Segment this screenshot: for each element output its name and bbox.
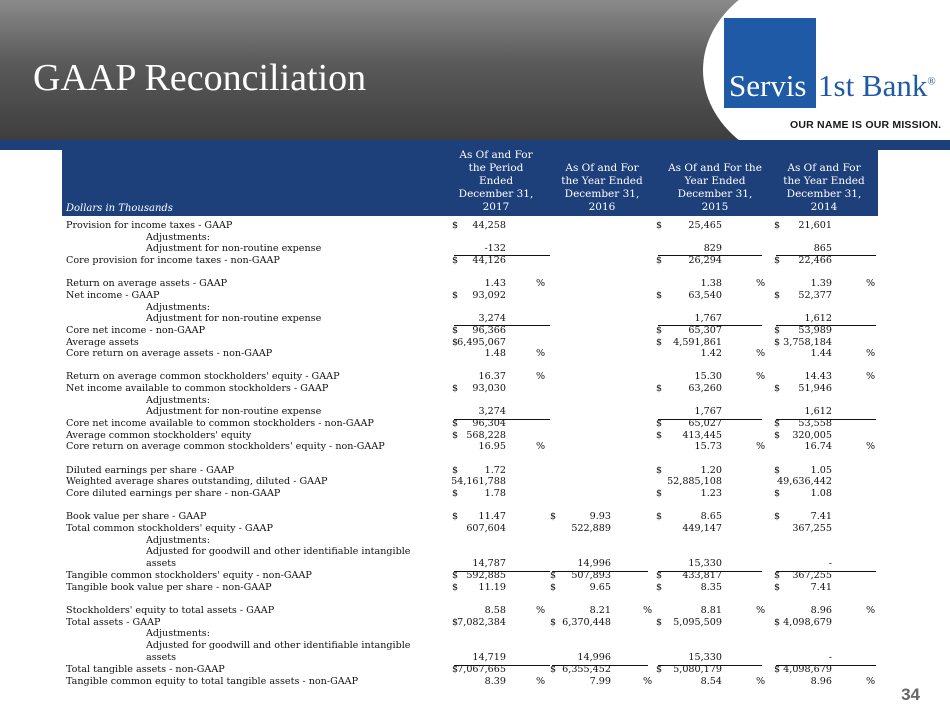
table-row (66, 255, 886, 267)
value-cell: 11.47 (478, 511, 506, 523)
units-label: Dollars in Thousands (66, 203, 173, 214)
spacer-row (66, 500, 886, 512)
value-cell: 1.43 (484, 278, 506, 290)
title-banner (0, 0, 950, 140)
spacer-row (66, 453, 886, 465)
row-label: Total tangible assets - non-GAAP (66, 664, 225, 676)
column-header-2016: As Of and For the Year Ended December 31, 2016 (561, 162, 643, 213)
currency-symbol: $ (656, 464, 663, 476)
value-cell: 44,126 (472, 254, 506, 266)
logo-word-servis: Servis (729, 68, 807, 103)
currency-symbol: $ (774, 664, 781, 676)
currency-symbol: $ (774, 418, 781, 430)
percent-symbol: % (866, 278, 876, 290)
currency-symbol: $ (656, 664, 663, 676)
value-cell: 3,758,184 (783, 336, 832, 348)
percent-symbol: % (536, 605, 546, 617)
row-label: Core return on average assets - non-GAAP (66, 348, 273, 360)
value-cell: 1.38 (700, 278, 722, 290)
table-row (66, 313, 886, 325)
value-cell: 7,082,384 (457, 616, 506, 628)
currency-symbol: $ (774, 336, 781, 348)
value-cell: 15,330 (688, 558, 722, 570)
percent-symbol: % (756, 278, 766, 290)
value-cell: 25,465 (688, 220, 722, 231)
currency-symbol: $ (656, 581, 663, 593)
row-label: Adjustments: (146, 534, 210, 546)
row-label: Total common stockholders' equity - GAAP (66, 522, 273, 534)
currency-symbol: $ (656, 570, 663, 582)
currency-symbol: $ (774, 383, 781, 395)
currency-symbol: $ (550, 616, 557, 628)
row-label: Average assets (66, 336, 139, 348)
value-cell: 8.96 (810, 605, 832, 617)
percent-symbol: % (536, 371, 546, 383)
column-header-2015: As Of and For the Year Ended December 31, 2015 (668, 162, 762, 213)
value-cell: 3,274 (478, 406, 506, 418)
currency-symbol: $ (656, 324, 663, 336)
value-cell: 433,817 (682, 570, 722, 582)
row-label: Total assets - GAAP (66, 616, 161, 628)
value-cell: 11.19 (478, 581, 506, 593)
percent-symbol: % (536, 441, 546, 453)
value-cell: 6,370,448 (562, 616, 611, 628)
tagline: OUR NAME IS OUR MISSION. (790, 119, 942, 131)
row-label: Provision for income taxes - GAAP (66, 220, 233, 231)
currency-symbol: $ (452, 383, 459, 395)
value-cell: 7.41 (810, 581, 832, 593)
currency-symbol: $ (774, 464, 781, 476)
percent-symbol: % (536, 278, 546, 290)
currency-symbol: $ (656, 429, 663, 441)
currency-symbol: $ (656, 616, 663, 628)
logo-bank-text: 1st Bank (818, 68, 928, 103)
currency-symbol: $ (550, 570, 557, 582)
spacer-row (66, 594, 886, 606)
value-cell: 63,540 (688, 289, 722, 301)
currency-symbol: $ (774, 570, 781, 582)
value-cell: 367,255 (792, 570, 832, 582)
row-label: Adjustment for non-routine expense (146, 243, 322, 255)
value-cell: 53,558 (798, 418, 832, 430)
row-label: Core diluted earnings per share - non-GAAP (66, 487, 281, 499)
value-cell: 568,228 (466, 429, 506, 441)
value-cell: 8.81 (700, 605, 722, 617)
currency-symbol: $ (656, 511, 663, 523)
table-row (66, 640, 886, 664)
percent-symbol: % (643, 675, 653, 687)
value-cell: -132 (484, 243, 506, 255)
value-cell: 22,466 (798, 254, 832, 266)
currency-symbol: $ (452, 254, 459, 266)
value-cell: 9.65 (589, 581, 611, 593)
currency-symbol: $ (774, 487, 781, 499)
value-cell: 865 (813, 243, 832, 255)
value-cell: 1,612 (804, 406, 832, 418)
table-row (66, 383, 886, 395)
percent-symbol: % (536, 675, 546, 687)
value-cell: 4,098,679 (783, 616, 832, 628)
value-cell: 7.41 (810, 511, 832, 523)
currency-symbol: $ (550, 511, 557, 523)
value-cell: 367,255 (792, 522, 832, 534)
column-header-2017: As Of and For the Period Ended December 31, 2017 (458, 149, 534, 213)
value-cell: 21,601 (798, 220, 832, 231)
table-row (66, 371, 886, 383)
table-row (66, 348, 886, 360)
percent-symbol: % (756, 441, 766, 453)
row-label: Book value per share - GAAP (66, 511, 207, 523)
value-cell: 14.43 (804, 371, 832, 383)
row-label: Core return on average common stockholders' equity - non-GAAP (66, 441, 385, 453)
row-label: Adjustments: (146, 231, 210, 243)
value-cell: 51,946 (798, 383, 832, 395)
percent-symbol: % (866, 348, 876, 360)
currency-symbol: $ (452, 664, 459, 676)
value-cell: 7,067,665 (457, 664, 506, 676)
currency-symbol: $ (452, 429, 459, 441)
logo-word-bank (818, 68, 936, 104)
row-label: Tangible common equity to total tangible assets - non-GAAP (66, 675, 359, 687)
percent-symbol: % (866, 371, 876, 383)
value-cell: 8.21 (589, 605, 611, 617)
currency-symbol: $ (774, 220, 781, 231)
value-cell: 16.37 (478, 371, 506, 383)
value-cell: 320,005 (792, 429, 832, 441)
row-label: Return on average assets - GAAP (66, 278, 228, 290)
value-cell: 65,027 (688, 418, 722, 430)
value-cell: 1.72 (484, 464, 506, 476)
row-label: Adjustment for non-routine expense (146, 313, 322, 325)
currency-symbol: $ (452, 220, 459, 231)
row-label: Adjusted for goodwill and other identifiable intangible assets (146, 546, 411, 570)
table-row (66, 243, 886, 255)
value-cell: 8.39 (484, 675, 506, 687)
value-cell: 9.93 (589, 511, 611, 523)
value-cell: 829 (703, 243, 722, 255)
row-label: Net income - GAAP (66, 289, 160, 301)
row-label: Net income available to common stockholders - GAAP (66, 383, 329, 395)
value-cell: 8.65 (700, 511, 722, 523)
value-cell: 16.74 (804, 441, 832, 453)
value-cell: 8.54 (700, 675, 722, 687)
value-cell: 6,355,452 (562, 664, 611, 676)
value-cell: 507,893 (571, 570, 611, 582)
percent-symbol: % (756, 348, 766, 360)
value-cell: 16.95 (478, 441, 506, 453)
value-cell: 607,604 (466, 522, 506, 534)
value-cell: 26,294 (688, 254, 722, 266)
percent-symbol: % (756, 605, 766, 617)
currency-symbol: $ (774, 254, 781, 266)
row-label: Average common stockholders' equity (66, 429, 252, 441)
row-label: Return on average common stockholders' equity - GAAP (66, 371, 340, 383)
spacer-row (66, 360, 886, 372)
table-row (66, 523, 886, 535)
row-label: Core net income - non-GAAP (66, 324, 206, 336)
value-cell: 63,260 (688, 383, 722, 395)
page-number: 34 (901, 685, 920, 704)
currency-symbol: $ (452, 616, 459, 628)
table-row (66, 676, 886, 688)
currency-symbol: $ (452, 487, 459, 499)
logo-registered-mark: ® (927, 75, 936, 88)
table-row (66, 337, 886, 349)
value-cell: 93,092 (472, 289, 506, 301)
value-cell: 1,767 (694, 406, 722, 418)
currency-symbol: $ (656, 418, 663, 430)
row-label: Adjustments: (146, 394, 210, 406)
value-cell: 15.73 (694, 441, 722, 453)
value-cell: 14,787 (472, 558, 506, 570)
currency-symbol: $ (774, 581, 781, 593)
table-row (66, 476, 886, 488)
value-cell: 1.20 (700, 464, 722, 476)
value-cell: 592,885 (466, 570, 506, 582)
value-cell: 1.08 (810, 487, 832, 499)
value-cell: 44,258 (472, 220, 506, 231)
currency-symbol: $ (656, 254, 663, 266)
value-cell: 14,996 (577, 652, 611, 664)
value-cell: 1,767 (694, 313, 722, 325)
table-row (66, 278, 886, 290)
table-row (66, 546, 886, 570)
value-cell: 4,098,679 (783, 664, 832, 676)
row-label: Stockholders' equity to total assets - GAAP (66, 605, 275, 617)
currency-symbol: $ (656, 220, 663, 231)
value-cell: 3,274 (478, 313, 506, 325)
row-label: Adjustments: (146, 628, 210, 640)
value-cell: 7.99 (589, 675, 611, 687)
table-row (66, 220, 886, 232)
row-label: Tangible common stockholders' equity - non-GAAP (66, 570, 312, 582)
row-label: Adjustments: (146, 301, 210, 313)
percent-symbol: % (866, 605, 876, 617)
value-cell: 522,889 (571, 522, 611, 534)
value-cell: 4,591,861 (673, 336, 722, 348)
row-label: Weighted average shares outstanding, diluted - GAAP (66, 476, 328, 488)
percent-symbol: % (536, 348, 546, 360)
currency-symbol: $ (774, 289, 781, 301)
value-cell: 8.96 (810, 675, 832, 687)
row-label: Tangible book value per share - non-GAAP (66, 581, 272, 593)
table-row (66, 570, 886, 582)
value-cell: 1.39 (810, 278, 832, 290)
currency-symbol: $ (550, 581, 557, 593)
currency-symbol: $ (774, 429, 781, 441)
table-row (66, 406, 886, 418)
value-cell: 65,307 (688, 324, 722, 336)
currency-symbol: $ (550, 664, 557, 676)
currency-symbol: $ (656, 383, 663, 395)
value-cell: 14,719 (472, 652, 506, 664)
value-cell: 93,030 (472, 383, 506, 395)
percent-symbol: % (866, 675, 876, 687)
percent-symbol: % (643, 605, 653, 617)
table-row (66, 232, 886, 244)
table-row (66, 535, 886, 547)
currency-symbol: $ (452, 464, 459, 476)
table-row (66, 582, 886, 594)
currency-symbol: $ (452, 511, 459, 523)
table-row (66, 605, 886, 617)
value-cell: 15.30 (694, 371, 722, 383)
currency-symbol: $ (452, 570, 459, 582)
table-row (66, 395, 886, 407)
row-label: Core net income available to common stockholders - non-GAAP (66, 418, 374, 430)
value-cell: 6,495,067 (457, 336, 506, 348)
table-row (66, 488, 886, 500)
currency-symbol: $ (774, 324, 781, 336)
row-label: Adjustment for non-routine expense (146, 406, 322, 418)
value-cell: 15,330 (688, 652, 722, 664)
value-cell: 54,161,788 (451, 476, 506, 488)
value-cell: 1,612 (804, 313, 832, 325)
currency-symbol: $ (452, 336, 459, 348)
table-row (66, 430, 886, 442)
value-cell: 52,885,108 (667, 476, 722, 488)
page-title: GAAP Reconciliation (33, 57, 367, 99)
percent-symbol: % (756, 675, 766, 687)
value-cell: 5,095,509 (673, 616, 722, 628)
value-cell: 49,636,442 (777, 476, 832, 488)
currency-symbol: $ (452, 418, 459, 430)
currency-symbol: $ (774, 511, 781, 523)
value-cell: 1.23 (700, 487, 722, 499)
table-row (66, 617, 886, 629)
value-cell: - (828, 558, 832, 570)
value-cell: 449,147 (682, 522, 722, 534)
value-cell: 1.48 (484, 348, 506, 360)
table-header (62, 150, 878, 216)
table-row (66, 511, 886, 523)
currency-symbol: $ (452, 581, 459, 593)
column-header-2014: As Of and For the Year Ended December 31, 2014 (783, 162, 865, 213)
currency-symbol: $ (656, 487, 663, 499)
table-row (66, 465, 886, 477)
table-row (66, 441, 886, 453)
value-cell: 413,445 (682, 429, 722, 441)
value-cell: 96,304 (472, 418, 506, 430)
table-row (66, 302, 886, 314)
row-label: Diluted earnings per share - GAAP (66, 464, 235, 476)
row-label: Core provision for income taxes - non-GAAP (66, 254, 280, 266)
currency-symbol: $ (452, 324, 459, 336)
percent-symbol: % (756, 371, 766, 383)
percent-symbol: % (866, 441, 876, 453)
row-label: Adjusted for goodwill and other identifiable intangible assets (146, 640, 411, 664)
value-cell: 8.35 (700, 581, 722, 593)
currency-symbol: $ (774, 616, 781, 628)
value-cell: 1.42 (700, 348, 722, 360)
value-cell: 8.58 (484, 605, 506, 617)
value-cell: 96,366 (472, 324, 506, 336)
value-cell: 14,996 (577, 558, 611, 570)
currency-symbol: $ (656, 336, 663, 348)
currency-symbol: $ (656, 289, 663, 301)
value-cell: - (828, 652, 832, 664)
value-cell: 1.05 (810, 464, 832, 476)
table-row (66, 325, 886, 337)
table-row (66, 628, 886, 640)
value-cell: 5,080,179 (673, 664, 722, 676)
table-row (66, 418, 886, 430)
table-row (66, 290, 886, 302)
spacer-row (66, 267, 886, 279)
value-cell: 1.78 (484, 487, 506, 499)
currency-symbol: $ (452, 289, 459, 301)
value-cell: 53,989 (798, 324, 832, 336)
value-cell: 52,377 (798, 289, 832, 301)
value-cell: 1.44 (810, 348, 832, 360)
table-row (66, 664, 886, 676)
